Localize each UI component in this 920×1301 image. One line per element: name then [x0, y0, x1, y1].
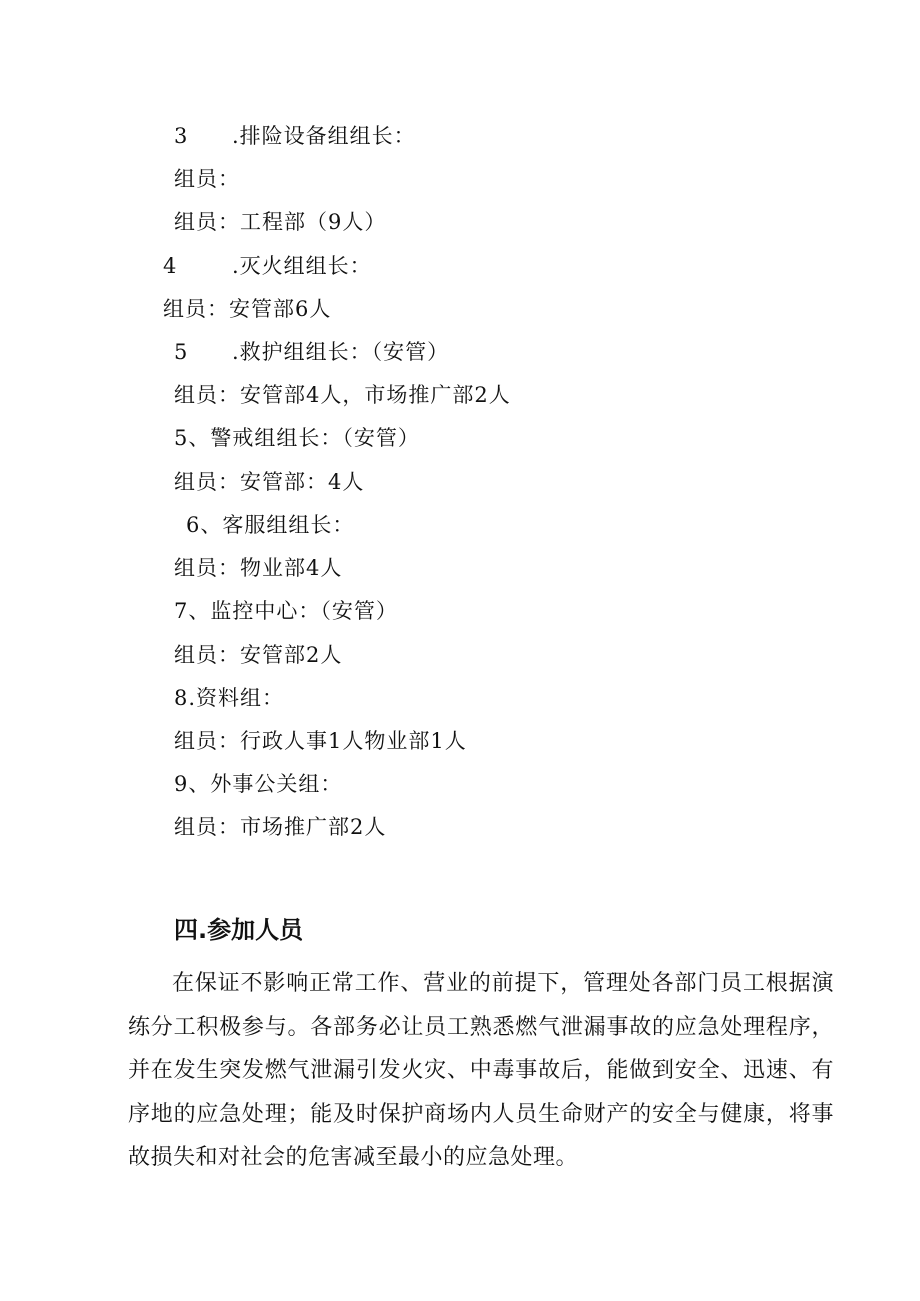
- group-number: 4: [163, 254, 178, 278]
- group-title-line: 5、警戒组组长：（安管）: [174, 426, 420, 450]
- group-members-line: 组员：安管部6人: [163, 297, 332, 321]
- group-members-line: 组员：市场推广部2人: [174, 815, 387, 839]
- group-members-line: 组员：: [174, 167, 240, 191]
- group-title-line: 9、外事公关组：: [174, 772, 343, 796]
- group-members-line: 组员：安管部2人: [174, 643, 343, 667]
- group-number: 3: [174, 124, 189, 148]
- group-members-line: 组员：物业部4人: [174, 556, 343, 580]
- group-members-line: 组员：工程部（9人）: [174, 210, 387, 234]
- group-title: .灭火组组长：: [232, 254, 372, 278]
- group-5-title-line: [174, 337, 449, 367]
- group-title-line: 7、监控中心：（安管）: [174, 599, 398, 623]
- group-title-line: 6、客服组组长：: [186, 513, 355, 537]
- section-paragraph: 在保证不影响正常工作、营业的前提下，管理处各部门员工根据演练分工积极参与。各部务必让员工熟悉燃气泄漏事故的应急处理程序，并在发生突发燃气泄漏引发火灾、中毒事故后，能做到安全、迅速、有序地的应急处理；能及时保护商场内人员生命财产的安全与健康，将事故损失和对社会的危害减至最小的应急处理。: [128, 971, 834, 1170]
- group-number: 5: [174, 340, 189, 364]
- group-4-title-line: [163, 251, 372, 281]
- section-heading: 四.参加人员: [174, 916, 304, 944]
- group-3-title-line: [174, 121, 416, 151]
- group-title: .排险设备组组长：: [232, 124, 416, 148]
- group-members-line: 组员：行政人事1人物业部1人: [174, 729, 467, 753]
- group-members-line: 组员：安管部：4人: [174, 470, 365, 494]
- group-title: .救护组组长：（安管）: [232, 340, 450, 364]
- group-members-line: 组员：安管部4人，市场推广部2人: [174, 383, 511, 407]
- group-title-line: 8.资料组：: [174, 686, 285, 710]
